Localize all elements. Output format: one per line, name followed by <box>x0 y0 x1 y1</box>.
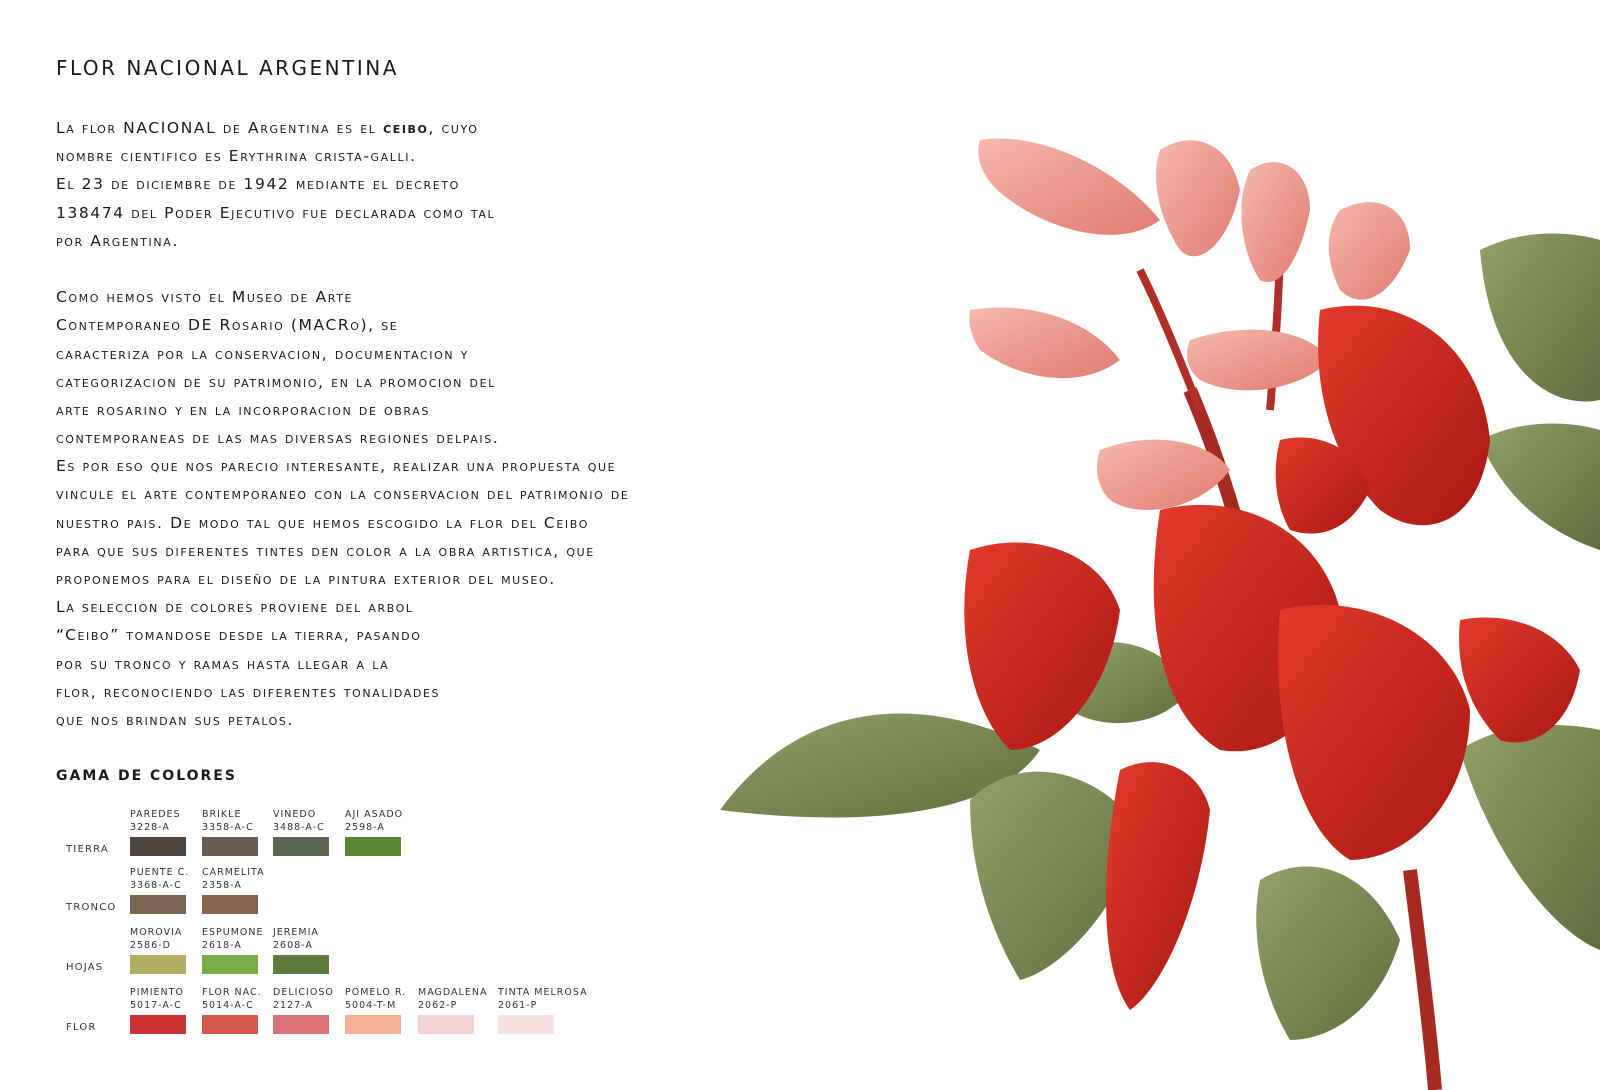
swatch-name: TINTA MELROSA <box>498 987 588 998</box>
body-line: categorizacion de su patrimonio, en la promocion del <box>56 372 496 391</box>
swatch-name: MAGDALENA <box>418 987 488 998</box>
swatch-chip <box>498 1015 554 1034</box>
color-swatch <box>273 926 349 974</box>
color-swatch <box>273 986 349 1034</box>
swatch-code: 3358-A-C <box>202 822 254 833</box>
swatch-name: DELICIOSO <box>273 987 334 998</box>
color-swatch <box>345 808 421 856</box>
swatch-name: AJI ASADO <box>345 809 404 820</box>
color-swatch <box>273 808 349 856</box>
swatch-name: JEREMIA <box>273 927 319 938</box>
swatch-chip <box>273 955 329 974</box>
swatch-code: 2618-A <box>202 940 242 951</box>
body-line: La seleccion de colores proviene del arbol <box>56 598 414 617</box>
body-line: que nos brindan sus petalos. <box>56 710 295 729</box>
body-line: arte rosarino y en la incorporacion de obras <box>56 400 430 419</box>
body-line: 138474 del Poder Ejecutivo fue declarada como tal <box>56 203 496 222</box>
swatch-code: 5017-A-C <box>130 1000 182 1011</box>
swatch-code: 5014-A-C <box>202 1000 254 1011</box>
swatch-name: PIMIENTO <box>130 987 184 998</box>
color-swatch <box>202 866 278 914</box>
swatch-chip <box>202 895 258 914</box>
swatch-chip <box>130 1015 186 1034</box>
gamut-row-label: TIERRA <box>66 844 109 855</box>
swatch-chip <box>345 837 401 856</box>
gamut-row-label: FLOR <box>66 1022 97 1033</box>
body-line: “Ceibo” tomandose desde la tierra, pasando <box>56 626 422 645</box>
swatch-chip <box>130 955 186 974</box>
body-line: caracteriza por la conservacion, documentacion y <box>56 344 469 363</box>
swatch-chip <box>130 895 186 914</box>
color-swatch <box>202 808 278 856</box>
swatch-code: 2598-A <box>345 822 385 833</box>
swatch-code: 2062-P <box>418 1000 458 1011</box>
swatch-chip <box>130 837 186 856</box>
gama-heading: GAMA DE COLORES <box>56 768 237 784</box>
swatch-chip <box>273 1015 329 1034</box>
swatch-name: FLOR NAC. <box>202 987 262 998</box>
swatch-code: 2586-D <box>130 940 171 951</box>
swatch-code: 3368-A-C <box>130 880 182 891</box>
emphasis-ceibo: ceibo <box>383 119 429 137</box>
body-line: flor, reconociendo las diferentes tonalidades <box>56 682 441 701</box>
swatch-chip <box>202 955 258 974</box>
color-swatch <box>130 808 206 856</box>
swatch-code: 5004-T-M <box>345 1000 397 1011</box>
gamut-row-label: HOJAS <box>66 962 104 973</box>
swatch-chip <box>345 1015 401 1034</box>
body-line: vincule el arte contemporaneo con la conservacion del patrimonio de <box>56 485 630 504</box>
color-swatch <box>345 986 421 1034</box>
swatch-chip <box>202 837 258 856</box>
color-swatch <box>202 926 278 974</box>
swatch-code: 2127-A <box>273 1000 313 1011</box>
text-fragment: , cuyo <box>428 119 479 137</box>
body-line: nuestro pais. De modo tal que hemos escogido la flor del Ceibo <box>56 513 589 532</box>
body-line: El 23 de diciembre de 1942 mediante el decreto <box>56 175 460 194</box>
swatch-name: PAREDES <box>130 809 181 820</box>
swatch-chip <box>418 1015 474 1034</box>
body-line: Como hemos visto el Museo de Arte <box>56 288 354 307</box>
body-line: por Argentina. <box>56 231 179 250</box>
body-line: por su tronco y ramas hasta llegar a la <box>56 654 390 673</box>
swatch-name: VINEDO <box>273 809 317 820</box>
color-swatch <box>202 986 278 1034</box>
gamut-row-label: TRONCO <box>66 902 117 913</box>
body-line: para que sus diferentes tintes den color a la obra artistica, que <box>56 541 595 560</box>
body-line: Es por eso que nos parecio interesante, realizar una propuesta que <box>56 457 617 476</box>
swatch-chip <box>202 1015 258 1034</box>
ceibo-flower-illustration <box>720 110 1600 1090</box>
swatch-code: 2358-A <box>202 880 242 891</box>
body-line: Contemporaneo DE Rosario (MACRo), se <box>56 316 399 335</box>
color-swatch <box>130 986 206 1034</box>
body-line: contemporaneas de las mas diversas regiones delpais. <box>56 429 500 448</box>
swatch-name: POMELO R. <box>345 987 407 998</box>
swatch-name: PUENTE C. <box>130 867 190 878</box>
swatch-name: BRIKLE <box>202 809 242 820</box>
swatch-code: 2608-A <box>273 940 313 951</box>
swatch-name: MOROVIA <box>130 927 183 938</box>
page-title: FLOR NACIONAL ARGENTINA <box>56 56 399 80</box>
swatch-chip <box>273 837 329 856</box>
color-swatch <box>498 986 588 1034</box>
swatch-name: CARMELITA <box>202 867 265 878</box>
body-line: nombre cientifico es Erythrina crista-galli. <box>56 147 417 166</box>
text-fragment: La flor NACIONAL de Argentina es el <box>56 119 384 137</box>
color-swatch <box>418 986 494 1034</box>
swatch-code: 3228-A <box>130 822 170 833</box>
swatch-name: ESPUMONE <box>202 927 264 938</box>
swatch-code: 3488-A-C <box>273 822 325 833</box>
color-swatch <box>130 866 206 914</box>
body-line: proponemos para el diseño de la pintura exterior del museo. <box>56 570 556 588</box>
swatch-code: 2061-P <box>498 1000 538 1011</box>
color-swatch <box>130 926 206 974</box>
